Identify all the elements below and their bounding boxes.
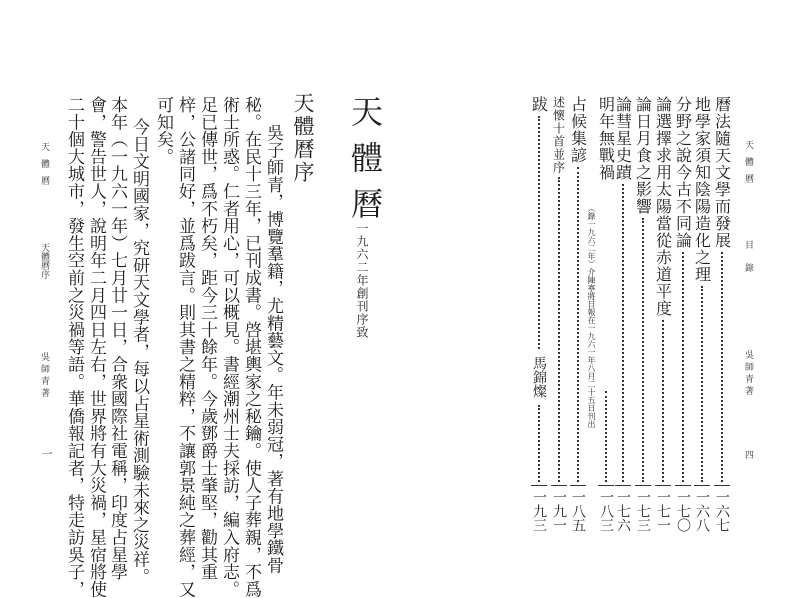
dotted-leader [682, 252, 684, 482]
toc-item[interactable] [633, 96, 653, 532]
footer-book: 天體曆 [39, 142, 49, 193]
preface-column: 梓，公諸同好，並爲跋言。則其書之精粹，不讓郭景純之葬經，又 [175, 96, 195, 598]
toc-title: 論彗星史蹟 [613, 96, 633, 181]
toc-page: 一六八 [694, 485, 710, 532]
header-page-number: 四 [743, 450, 753, 459]
dotted-leader [605, 391, 607, 482]
footer-section: 天體曆序 [39, 243, 49, 279]
toc-page: 一七六 [615, 485, 631, 532]
dotted-leader [642, 218, 644, 482]
toc-item[interactable] [712, 96, 732, 532]
toc-item[interactable] [549, 96, 569, 532]
book-title: 天體曆 [346, 95, 384, 233]
header-book: 天體曆 [743, 140, 753, 191]
toc-page: 一七三 [635, 485, 651, 532]
dotted-leader [538, 405, 540, 483]
toc-author: 馬錦燦 [531, 355, 547, 398]
dotted-leader [701, 286, 703, 482]
toc-title: 占候集諺 [568, 96, 588, 164]
toc-item[interactable] [529, 96, 549, 532]
preface-column: 今日文明國家，究研天文學者，每以占星術測驗未來之災祥。 [129, 118, 149, 586]
dotted-leader [558, 177, 560, 482]
toc-title: 明年無戰禍 [596, 96, 616, 181]
toc-item[interactable] [587, 96, 616, 532]
toc-title: 地學家須知陰陽造化之理 [692, 96, 712, 283]
preface-column: 本年（一九六一年）七月廿一日，合衆國際社電稱，印度占星學 [107, 96, 127, 581]
toc-item[interactable] [692, 96, 712, 532]
footer-author: 吳師青著 [39, 352, 49, 400]
toc-title: 分野之說今古不同論 [673, 96, 693, 249]
toc-title: 論日月食之影響 [633, 96, 653, 215]
preface-column: 會，警告世人，說明年二月四日左右，世界將有大災禍，星宿將使 [86, 96, 106, 598]
footer-page-number: 一 [40, 448, 53, 459]
dotted-leader [662, 320, 664, 482]
toc-page: 一八五 [570, 485, 586, 532]
dotted-leader [721, 252, 723, 482]
header-author: 吳師青著 [743, 350, 753, 398]
toc-page: 一八三 [598, 485, 614, 532]
toc-note: （錄一九六二年）介陳寧將日報在一九六一年八月二十五日刊出 [587, 204, 596, 428]
preface-column: 術士所惑。仁者用心，可以概見。書經潮州士夫採訪，編入府志。 [219, 96, 239, 598]
book-subtitle: 一九六二年創刊序致 [355, 222, 369, 339]
dotted-leader [577, 167, 579, 482]
dotted-leader [538, 116, 540, 349]
toc-page: 一六七 [714, 485, 730, 532]
toc-item[interactable] [673, 96, 693, 532]
toc-page: 一九三 [531, 485, 547, 532]
header-section: 目錄 [743, 240, 753, 286]
preface-column: 吳子師青，博覽羣籍，尤精藝文。年未弱冠，著有地學鐵骨 [263, 124, 283, 574]
toc-title: 論選擇求用太陽當從赤道平度 [653, 96, 673, 317]
preface-column: 可知矣。 [153, 96, 173, 166]
toc-page: 一七一 [655, 485, 671, 532]
toc-title: 述懷十首並序 [551, 96, 566, 174]
preface-column: 二十個大城市，發生空前之災禍等語。華僑報記者，特走訪吳子， [64, 96, 84, 598]
toc-page: 一七〇 [675, 485, 691, 532]
toc-item[interactable] [653, 96, 673, 532]
toc-page: 一九一 [551, 485, 567, 532]
preface-column: 足已傳世，爲不朽矣，距今三十餘年。今歲鄧爵士肇堅，勸其重 [197, 96, 217, 581]
dotted-leader [622, 184, 624, 482]
preface-title: 天體曆序 [291, 92, 315, 184]
toc-title: 曆法隨天文學而發展 [712, 96, 732, 249]
toc-item[interactable] [568, 96, 588, 532]
preface-column: 秘。在民十三年，已刊成書。啓堪輿家之秘鑰。使人子葬親，不爲 [241, 96, 261, 598]
toc-title: 跋 [529, 96, 549, 113]
